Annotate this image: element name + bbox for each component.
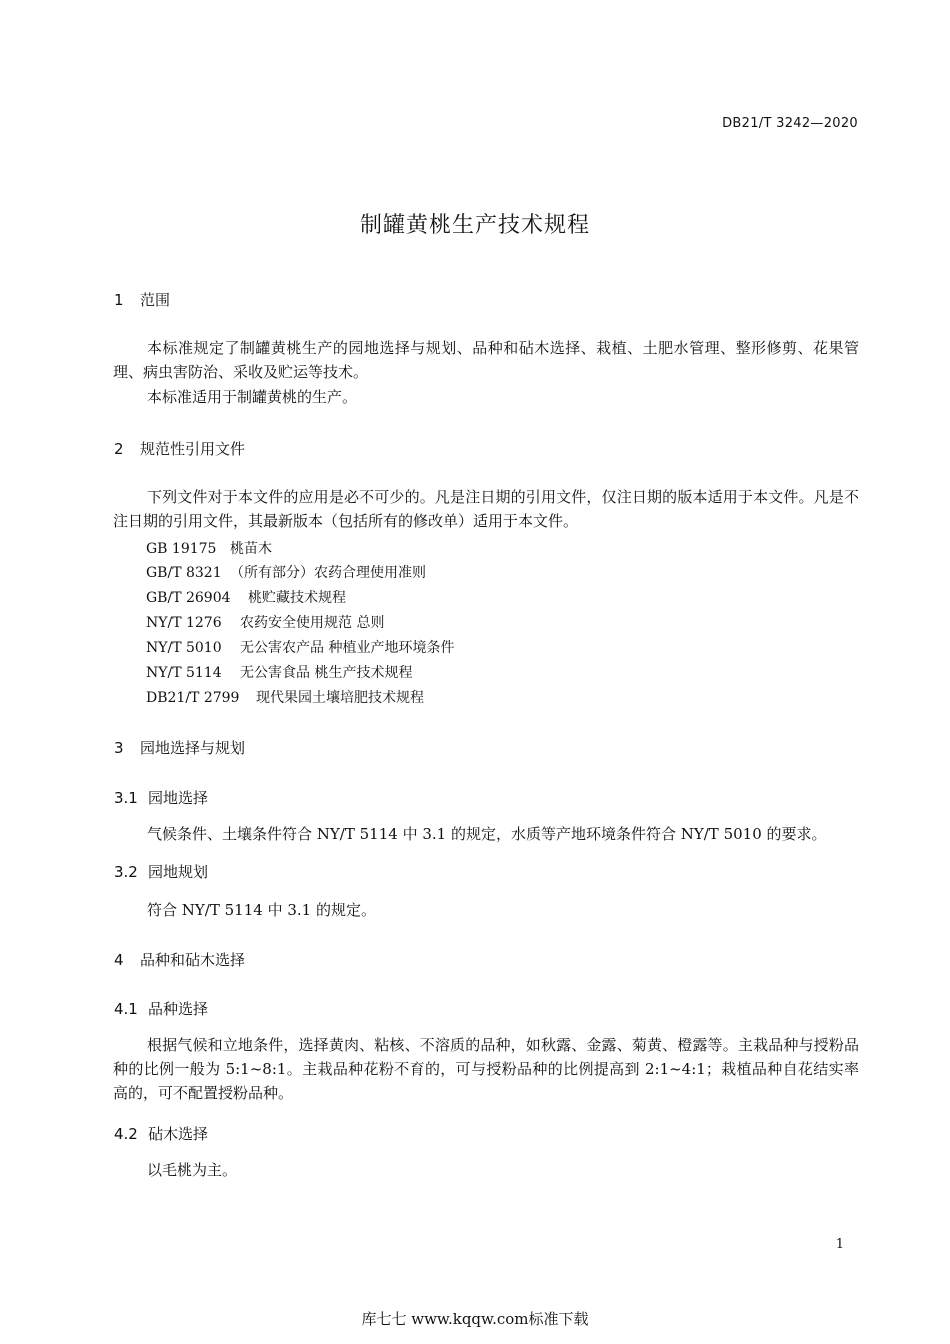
reference-item [146,538,272,558]
section-number: 1 [114,291,124,309]
subsection-title: 园地规划 [148,863,209,881]
reference-code: NY/T 5010 [146,640,222,656]
section-3-heading [114,737,245,758]
section-title: 范围 [140,291,171,309]
paragraph: 根据气候和立地条件，选择黄肉、粘核、不溶质的品种，如秋露、金露、菊黄、橙露等。主栽品种与授粉品种的比例一般为 5:1~8:1。主栽品种花粉不育的，可与授粉品种的比例提高到 2:1~4:1；栽植品种自花结实率高的，可不配置授粉品种。 [113,1036,859,1102]
subsection-number: 3.2 [114,863,138,881]
reference-item [146,612,384,632]
document-title: 制罐黄桃生产技术规程 [359,213,590,238]
subsection-title: 砧木选择 [148,1125,209,1143]
subsection-3-2-heading [114,861,208,882]
document-number: DB21/T 3242—2020 [722,116,858,131]
reference-title: 现代果园土壤培肥技术规程 [256,690,424,706]
paragraph: 本标准规定了制罐黄桃生产的园地选择与规划、品种和砧木选择、栽植、土肥水管理、整形修剪、花果管理、病虫害防治、采收及贮运等技术。 [113,339,859,381]
reference-item [146,687,424,707]
section-number: 4 [114,951,124,969]
paragraph: 本标准适用于制罐黄桃的生产。 [147,388,358,406]
paragraph: 下列文件对于本文件的应用是必不可少的。凡是注日期的引用文件，仅注日期的版本适用于本文件。凡是不注日期的引用文件，其最新版本（包括所有的修改单）适用于本文件。 [113,488,859,530]
subsection-number: 4.1 [114,1000,138,1018]
footer-watermark: 库七七 www.kqqw.com标准下载 [361,1310,589,1328]
reference-item [146,587,346,607]
subsection-number: 4.2 [114,1125,138,1143]
subsection-3-1-heading [114,787,208,808]
section-number: 3 [114,739,124,757]
paragraph: 符合 NY/T 5114 中 3.1 的规定。 [147,901,376,919]
section-2-heading [114,438,245,459]
reference-title: 农药安全使用规范 总则 [240,615,385,631]
section-title: 园地选择与规划 [140,739,246,757]
section-4-heading [114,949,245,970]
page-number: 1 [835,1237,844,1252]
paragraph: 以毛桃为主。 [147,1161,238,1179]
reference-code: GB 19175 [146,541,217,557]
reference-code: NY/T 5114 [146,665,222,681]
section-number: 2 [114,440,124,458]
reference-item [146,662,412,682]
subsection-4-1-heading [114,998,208,1019]
paragraph: 气候条件、土壤条件符合 NY/T 5114 中 3.1 的规定，水质等产地环境条件符合 NY/T 5010 的要求。 [147,825,827,843]
reference-code: GB/T 26904 [146,590,231,606]
reference-title: 无公害食品 桃生产技术规程 [240,665,413,681]
subsection-number: 3.1 [114,789,138,807]
reference-title: 无公害农产品 种植业产地环境条件 [240,640,455,656]
section-1-heading [114,289,170,310]
reference-title: 桃苗木 [230,541,272,557]
section-title: 品种和砧木选择 [140,951,246,969]
reference-item [146,637,454,657]
reference-code: NY/T 1276 [146,615,222,631]
reference-title: （所有部分）农药合理使用准则 [230,565,426,581]
reference-code: DB21/T 2799 [146,690,240,706]
reference-code: GB/T 8321 [146,565,222,581]
reference-item [146,562,426,582]
subsection-title: 品种选择 [148,1000,209,1018]
subsection-title: 园地选择 [148,789,209,807]
reference-title: 桃贮藏技术规程 [248,590,346,606]
section-title: 规范性引用文件 [140,440,246,458]
subsection-4-2-heading [114,1123,208,1144]
